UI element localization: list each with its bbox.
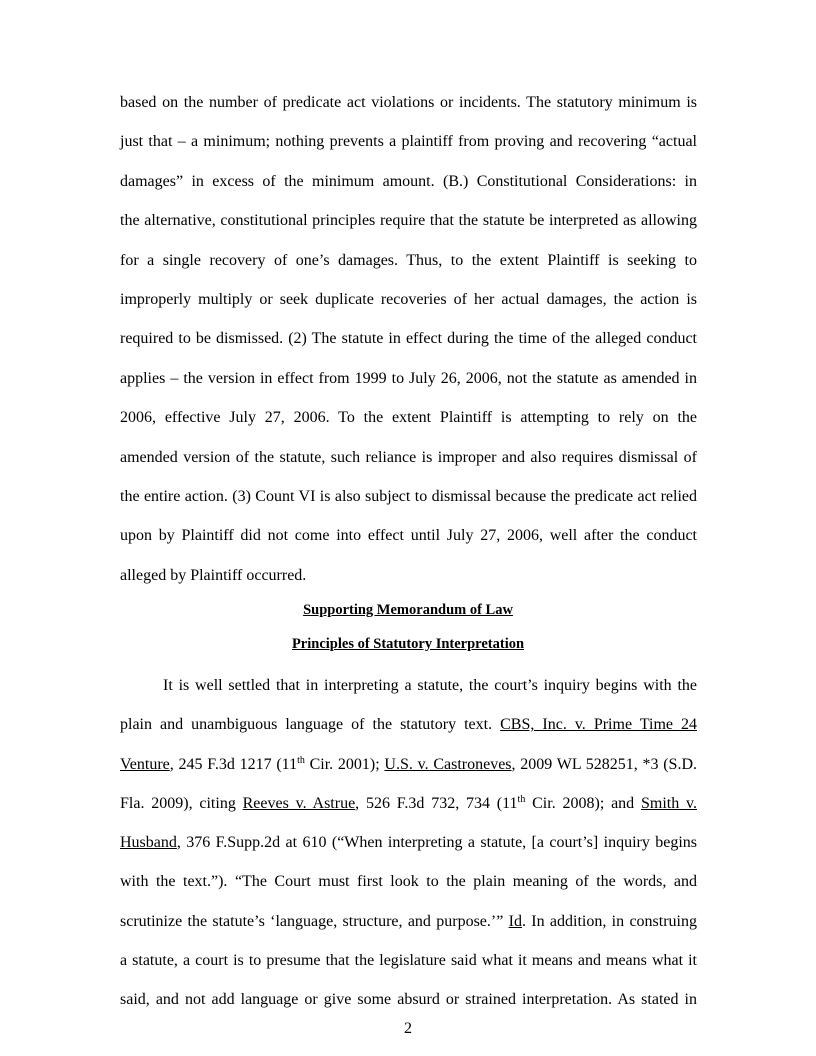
case-citation: Smith v. (640, 794, 697, 812)
text-line (120, 980, 697, 1019)
text-line (120, 162, 697, 201)
text-line (120, 516, 697, 555)
text-segment: Fla. 2009), citing (120, 794, 243, 812)
ordinal-suffix: th (297, 754, 305, 766)
text-segment: Cir. 2001); (304, 755, 385, 773)
text-segment: It is well settled that in interpreting a statute, the court’s inquiry begins with the (163, 677, 697, 694)
text-line (120, 122, 697, 161)
text-line (120, 477, 697, 516)
case-citation: Husband (120, 834, 177, 851)
text-segment: alleged by Plaintiff occurred. (120, 566, 307, 584)
text-line (120, 745, 697, 784)
text-line (120, 241, 697, 280)
text-segment: damages” in excess of the minimum amount. (B.) Constitutional Considerations: in (120, 172, 697, 190)
text-segment: , 526 F.3d 732, 734 (11 (355, 794, 518, 812)
text-line (120, 359, 697, 398)
text-segment: Cir. 2008); and (525, 794, 641, 812)
text-segment: , 376 F.Supp.2d at 610 (“When interpreting a statute, [a court’s] inquiry begins (176, 834, 697, 851)
text-line (120, 705, 697, 744)
case-citation: CBS, Inc. v. Prime Time 24 (500, 716, 698, 734)
text-segment: for a single recovery of one’s damages. Thus, to the extent Plaintiff is seeking to (120, 251, 697, 269)
text-segment: the alternative, constitutional principles require that the statute be interpreted as allowing (120, 212, 697, 230)
heading-supporting-memorandum: Supporting Memorandum of Law (303, 602, 513, 618)
text-line (120, 902, 697, 941)
text-line (120, 201, 697, 240)
text-line (120, 319, 697, 358)
text-segment: said, and not add language or give some absurd or strained interpretation. As stated in (120, 991, 697, 1008)
paragraph-statutory-interpretation (120, 666, 697, 1019)
text-segment: upon by Plaintiff did not come into effect until July 27, 2006, well after the conduct (120, 527, 697, 545)
text-line (120, 83, 697, 122)
text-line (120, 862, 697, 901)
text-line (120, 784, 697, 823)
text-line (120, 280, 697, 319)
case-citation: Reeves v. Astrue (242, 794, 356, 812)
text-segment: based on the number of predicate act violations or incidents. The statutory minimum is (120, 94, 697, 111)
text-line (120, 556, 697, 595)
paragraph-continued (120, 83, 697, 595)
text-line (120, 438, 697, 477)
ordinal-suffix: th (517, 793, 526, 805)
text-segment: 2006, effective July 27, 2006. To the extent Plaintiff is attempting to rely on the (120, 409, 697, 427)
text-segment: applies – the version in effect from 1999 to July 26, 2006, not the statute as amended in (120, 369, 697, 387)
text-segment: required to be dismissed. (2) The statute in effect during the time of the alleged conduct (120, 330, 697, 348)
text-segment: improperly multiply or seek duplicate recoveries of her actual damages, the action is (120, 290, 697, 308)
text-segment: amended version of the statute, such reliance is improper and also requires dismissal of (120, 448, 697, 466)
text-line (120, 823, 697, 862)
text-segment: plain and unambiguous language of the statutory text. (120, 716, 501, 734)
text-segment: with the text.”). “The Court must first look to the plain meaning of the words, and (120, 873, 697, 891)
text-line (120, 398, 697, 437)
case-citation: U.S. v. Castroneves (384, 755, 512, 773)
case-citation: Id (508, 912, 522, 930)
text-segment: scrutinize the statute’s ‘language, structure, and purpose.’” (120, 912, 509, 930)
text-line (120, 941, 697, 980)
case-citation: Venture (120, 755, 170, 773)
text-segment: the entire action. (3) Count VI is also subject to dismissal because the predicate act relied (120, 487, 697, 505)
text-segment: just that – a minimum; nothing prevents a plaintiff from proving and recovering “actual (120, 133, 697, 151)
text-segment: . In addition, in construing (521, 912, 697, 930)
text-segment: a statute, a court is to presume that the legislature said what it means and means what it (120, 951, 697, 969)
text-line (120, 666, 697, 705)
text-segment: , 245 F.3d 1217 (11 (169, 755, 298, 773)
page-number: 2 (404, 1020, 412, 1037)
text-segment: , 2009 WL 528251, *3 (S.D. (511, 755, 697, 773)
heading-statutory-interpretation: Principles of Statutory Interpretation (291, 636, 525, 652)
